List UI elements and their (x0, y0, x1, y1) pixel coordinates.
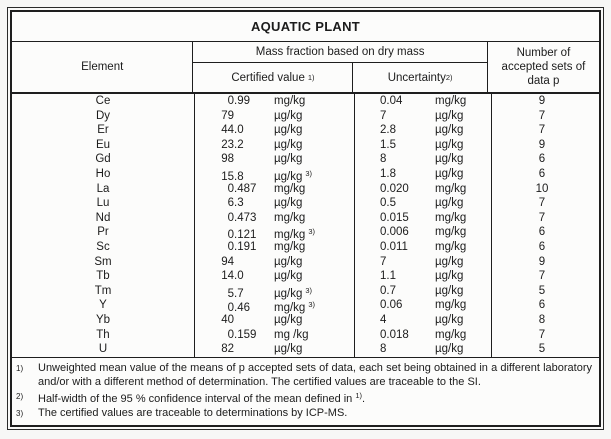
sets-cell: 5 (538, 284, 546, 297)
certified-value-decimal: .0 (234, 124, 244, 137)
footnote-body: Unweighted mean value of the means of p accepted sets of data, each set being obtained in a different laboratory and/or with a different method of determination. The certified values are traceable to the SI. (38, 361, 592, 388)
uncertainty-cell (355, 225, 492, 240)
uncertainty-cell (355, 269, 492, 284)
sets-cell: 6 (538, 240, 546, 253)
uncertainty-number: 0.5 (380, 197, 396, 210)
uncertainty-unit: µg/kg (435, 313, 464, 326)
footnote (12, 361, 599, 389)
element-cell: Y (12, 298, 195, 313)
element-cell: Sc (12, 240, 195, 255)
element-cell: Tb (12, 269, 195, 284)
uncertainty-number: 1.1 (380, 270, 396, 283)
element-cell: Sm (12, 255, 195, 270)
certified-value-cell (195, 138, 355, 153)
certified-value-unit: µg/kg (274, 170, 303, 183)
certified-value-decimal: .2 (234, 138, 244, 151)
certified-value-footnote-ref: 3) (305, 285, 313, 295)
certified-value-decimal: .8 (234, 170, 244, 183)
certified-value-unit: µg/kg (274, 287, 303, 300)
certified-value-unit: µg/kg (274, 109, 303, 122)
table-row (12, 152, 599, 167)
uncertainty-unit: µg/kg (435, 138, 464, 151)
sets-cell: 7 (538, 109, 546, 122)
certified-value-number: 79 (221, 109, 234, 122)
uncertainty-unit: µg/kg (435, 153, 464, 166)
table-row (12, 269, 599, 284)
column-header-certified-value (193, 63, 353, 92)
uncertainty-number: 0.020 (380, 182, 409, 195)
uncertainty-cell (355, 182, 492, 197)
footnote-tail: . (362, 392, 366, 405)
certified-value-decimal: .191 (234, 240, 257, 253)
uncertainty-unit: mg/kg (435, 240, 467, 253)
certified-value-decimal: .7 (234, 287, 244, 300)
footnote-inline-ref: 1) (355, 390, 363, 400)
uncertainty-unit: µg/kg (435, 124, 464, 137)
table-row (12, 342, 599, 357)
certified-value-decimal: .121 (234, 229, 257, 242)
certified-value-unit: mg /kg (274, 328, 309, 341)
certified-value-unit: mg/kg (274, 240, 306, 253)
element-cell: Yb (12, 313, 195, 328)
footnote-text (38, 406, 599, 421)
footnote-marker: 3) (16, 408, 24, 418)
uncertainty-cell (355, 123, 492, 138)
certified-value-number: 0 (227, 211, 234, 224)
table-row (12, 225, 599, 240)
sets-cell: 10 (535, 182, 549, 195)
element-cell: Ce (12, 94, 195, 109)
certified-value-cell (195, 342, 355, 357)
certified-value-unit: µg/kg (274, 255, 303, 268)
uncertainty-unit: µg/kg (435, 109, 464, 122)
certified-value-unit: µg/kg (274, 270, 303, 283)
uncertainty-number: 8 (380, 153, 387, 166)
certified-value-decimal: .487 (234, 182, 257, 195)
certified-value-cell (195, 255, 355, 270)
table-row (12, 94, 599, 109)
uncertainty-cell (355, 255, 492, 270)
footnote-marker: 2) (16, 391, 24, 401)
certified-value-footnote-ref: 3) (305, 168, 313, 178)
uncertainty-cell (355, 342, 492, 357)
sets-cell: 9 (538, 95, 546, 107)
footnote (12, 389, 599, 406)
uncertainty-unit: µg/kg (435, 284, 464, 297)
sets-cell: 6 (538, 299, 546, 312)
element-cell: Tm (12, 284, 195, 299)
certified-value-unit: mg/kg (274, 95, 306, 107)
uncertainty-unit: µg/kg (435, 197, 464, 210)
table-row (12, 328, 599, 343)
column-header-uncertainty (353, 63, 486, 92)
certified-value-number: 0 (227, 229, 234, 242)
certified-value-number: 40 (221, 313, 234, 326)
certified-value-cell (195, 211, 355, 226)
uncertainty-cell (355, 167, 492, 182)
uncertainty-number: 4 (380, 313, 387, 326)
table-row (12, 167, 599, 182)
uncertainty-number: 0.011 (380, 240, 408, 253)
sets-cell: 7 (538, 328, 546, 341)
sets-cell: 9 (538, 138, 546, 151)
element-cell: Th (12, 328, 195, 343)
certified-value-number: 94 (221, 255, 234, 268)
certified-value-unit: mg/kg (274, 302, 306, 315)
table-row (12, 196, 599, 211)
footnote-body: Half-width of the 95 % confidence interval of the mean defined in (38, 392, 356, 405)
certified-value-number: 0 (227, 240, 234, 253)
certified-value-number: 44 (221, 124, 234, 137)
uncertainty-footnote-ref: 2) (445, 73, 453, 82)
certified-value-unit: µg/kg (274, 313, 303, 326)
uncertainty-unit: µg/kg (435, 255, 464, 268)
uncertainty-number: 0.006 (380, 226, 409, 239)
certified-value-unit: µg/kg (274, 124, 303, 137)
footnote (12, 406, 599, 421)
uncertainty-cell (355, 196, 492, 211)
element-cell: Pr (12, 225, 195, 240)
sets-cell: 6 (538, 153, 546, 166)
certified-value-decimal: .46 (234, 302, 250, 315)
uncertainty-cell (355, 152, 492, 167)
sets-cell: 7 (538, 211, 546, 224)
certified-value-cell (195, 167, 355, 182)
table-row (12, 109, 599, 124)
certified-value-cell (195, 225, 355, 240)
footnote-marker: 1) (16, 363, 24, 373)
certified-value-cell (195, 298, 355, 313)
certified-value-cell (195, 313, 355, 328)
certified-value-decimal: .0 (234, 270, 244, 283)
footnote-text (38, 361, 599, 389)
element-cell: U (12, 342, 195, 357)
certified-value-cell (195, 182, 355, 197)
element-cell: Nd (12, 211, 195, 226)
uncertainty-cell (355, 240, 492, 255)
certified-value-cell (195, 152, 355, 167)
uncertainty-number: 1.8 (380, 167, 396, 180)
sets-cell: 7 (538, 197, 546, 210)
element-cell: Lu (12, 196, 195, 211)
certified-value-decimal: .159 (234, 328, 257, 341)
footnote-body: The certified values are traceable to determinations by ICP-MS. (38, 406, 348, 419)
table-row (12, 123, 599, 138)
sets-cell: 8 (538, 313, 546, 326)
uncertainty-cell (355, 298, 492, 313)
certified-value-cell (195, 240, 355, 255)
sets-cell: 7 (538, 124, 546, 137)
certified-value-number: 6 (227, 197, 234, 210)
certified-value-number: 0 (227, 95, 234, 107)
uncertainty-unit: mg/kg (435, 211, 467, 224)
column-header-mass-fraction-group (193, 42, 487, 92)
column-header-element: Element (12, 42, 193, 92)
uncertainty-unit: µg/kg (435, 167, 464, 180)
certified-value-unit: µg/kg (274, 197, 303, 210)
element-cell: Gd (12, 152, 195, 167)
certified-value-footnote-ref: 3) (308, 227, 315, 237)
uncertainty-number: 0.015 (380, 211, 409, 224)
certified-value-number: 98 (221, 153, 234, 166)
element-cell: Ho (12, 167, 195, 182)
certified-value-cell (195, 328, 355, 343)
table-title: AQUATIC PLANT (12, 12, 599, 42)
certified-value-decimal: .99 (234, 95, 250, 107)
aquatic-plant-table (10, 10, 601, 427)
table-row (12, 255, 599, 270)
uncertainty-number: 0.018 (380, 328, 409, 341)
certified-value-cell (195, 269, 355, 284)
certified-value-number: 0 (227, 302, 234, 315)
table-row (12, 298, 599, 313)
uncertainty-cell (355, 109, 492, 124)
certified-value-cell (195, 123, 355, 138)
uncertainty-cell (355, 211, 492, 226)
element-cell: La (12, 182, 195, 197)
uncertainty-unit: µg/kg (435, 343, 464, 356)
uncertainty-number: 1.5 (380, 138, 396, 151)
element-cell: Dy (12, 109, 195, 124)
certified-value-number: 0 (227, 182, 234, 195)
table-body (12, 94, 599, 357)
sets-cell: 6 (538, 226, 546, 239)
sets-cell: 7 (538, 270, 546, 283)
table-row (12, 138, 599, 153)
certified-value-footnote-ref: 1) (307, 73, 315, 82)
uncertainty-number: 0.7 (380, 284, 396, 297)
table-row (12, 240, 599, 255)
certified-value-decimal: .3 (234, 197, 244, 210)
certified-value-number: 14 (221, 270, 234, 283)
sets-cell: 5 (538, 343, 546, 356)
certificate-table-frame (7, 7, 604, 430)
certified-value-unit: mg/kg (274, 182, 306, 195)
certified-value-cell (195, 196, 355, 211)
uncertainty-cell (355, 94, 492, 109)
column-header-mass-fraction: Mass fraction based on dry mass (193, 42, 486, 63)
uncertainty-number: 0.04 (380, 95, 403, 107)
certified-value-cell (195, 109, 355, 124)
uncertainty-number: 2.8 (380, 124, 396, 137)
certified-value-footnote-ref: 3) (308, 300, 315, 310)
uncertainty-label: Uncertainty (387, 71, 446, 84)
certified-value-unit: mg/kg (274, 211, 306, 224)
certified-value-unit: µg/kg (274, 138, 303, 151)
certified-value-unit: µg/kg (274, 153, 303, 166)
subheader-row (193, 63, 486, 92)
table-row (12, 182, 599, 197)
certified-value-number: 5 (227, 287, 234, 300)
uncertainty-number: 0.06 (380, 299, 403, 312)
uncertainty-cell (355, 284, 492, 299)
footnotes-section (12, 357, 599, 425)
table-row (12, 211, 599, 226)
element-cell: Er (12, 123, 195, 138)
uncertainty-unit: mg/kg (435, 95, 467, 107)
uncertainty-unit: µg/kg (435, 270, 464, 283)
element-cell: Eu (12, 138, 195, 153)
uncertainty-number: 7 (380, 109, 387, 122)
table-header (12, 42, 599, 94)
table-row (12, 284, 599, 299)
table-row (12, 313, 599, 328)
certified-value-label: Certified value (231, 71, 305, 84)
certified-value-cell (195, 94, 355, 109)
certified-value-unit: µg/kg (274, 343, 303, 356)
uncertainty-cell (355, 138, 492, 153)
sets-cell: 9 (538, 255, 546, 268)
uncertainty-number: 7 (380, 255, 387, 268)
uncertainty-cell (355, 328, 492, 343)
certified-value-unit: mg/kg (274, 229, 306, 242)
uncertainty-unit: mg/kg (435, 328, 467, 341)
certified-value-number: 15 (221, 170, 234, 183)
uncertainty-unit: mg/kg (435, 226, 467, 239)
certified-value-number: 0 (227, 328, 234, 341)
uncertainty-unit: mg/kg (435, 299, 467, 312)
sets-cell: 6 (538, 167, 546, 180)
certified-value-cell (195, 284, 355, 299)
certified-value-decimal: .473 (234, 211, 257, 224)
uncertainty-cell (355, 313, 492, 328)
column-header-sets: Number of accepted sets of data p (501, 47, 586, 87)
certified-value-number: 23 (221, 138, 234, 151)
certified-value-number: 82 (221, 343, 234, 356)
uncertainty-unit: mg/kg (435, 182, 467, 195)
uncertainty-number: 8 (380, 343, 387, 356)
footnote-text (38, 389, 599, 406)
